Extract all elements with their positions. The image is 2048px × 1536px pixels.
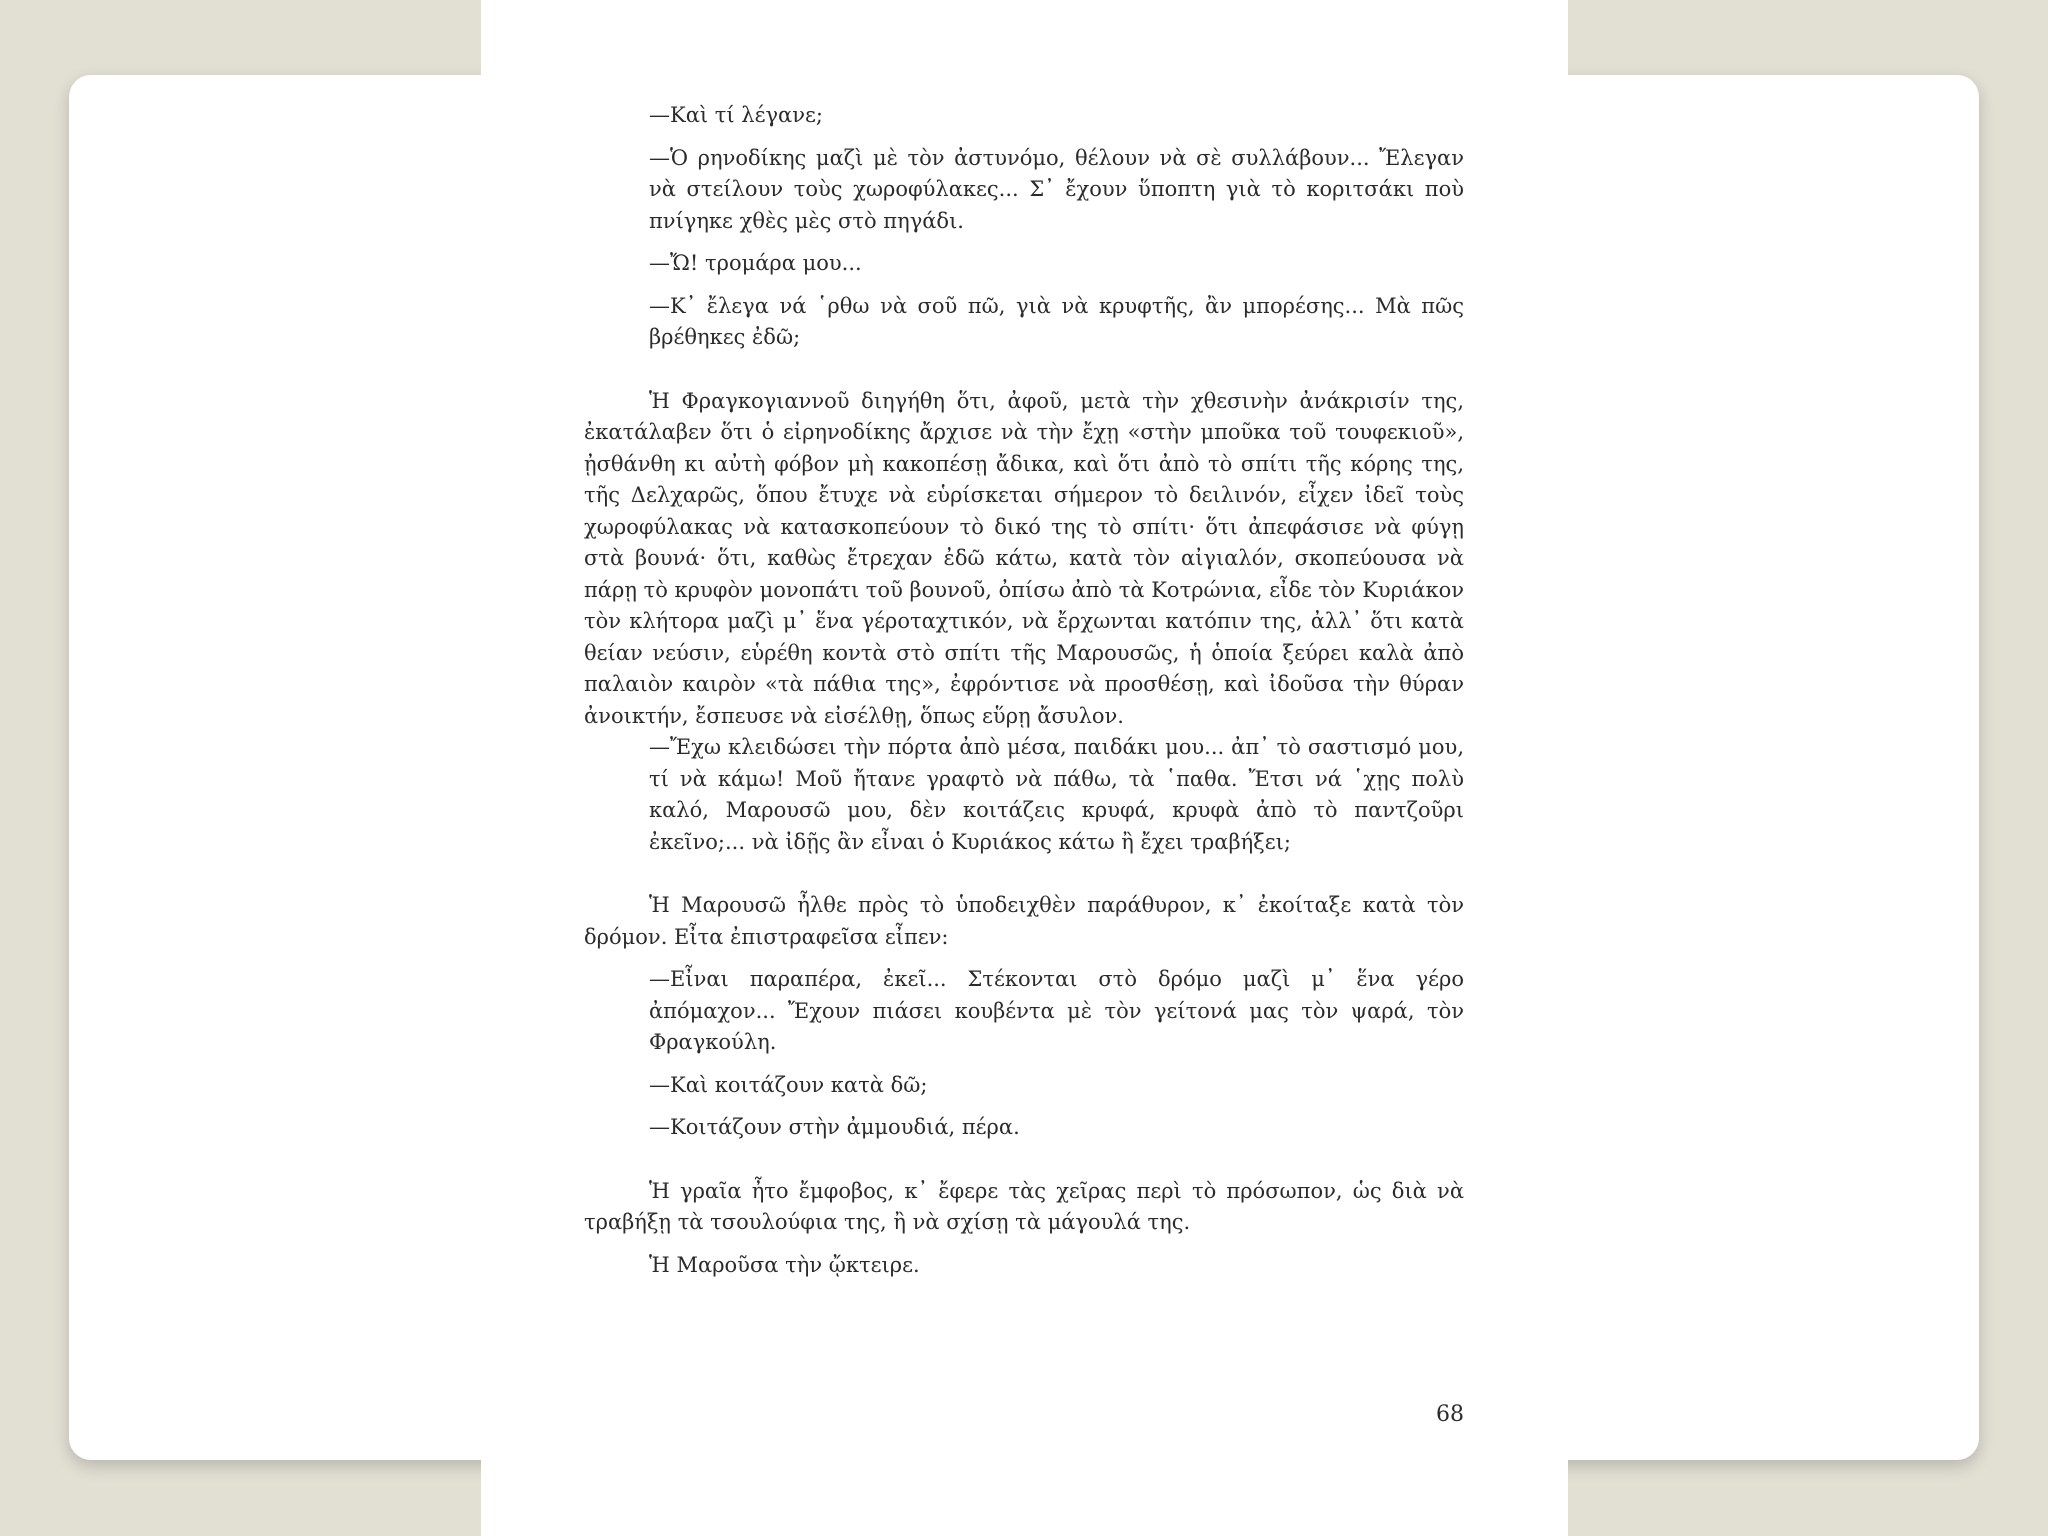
narrative-paragraph: Ἡ Μαροῦσα τὴν ᾤκτειρε. [649,1252,920,1277]
dialogue-line: —Ὁ ρηνοδίκης μαζὶ μὲ τὸν ἀστυνόμο, θέλουν νὰ σὲ συλλάβουν... Ἔλεγαν νὰ στείλουν τοὺς χωροφύλακες... Σ᾽ ἔχουν ὕποπτη γιὰ τὸ κοριτσάκι ποὺ πνίγηκε χθὲς μὲς στὸ πηγάδι. [649,145,1464,233]
dialogue-line: —Εἶναι παραπέρα, ἐκεῖ... Στέκονται στὸ δρόμο μαζὶ μ᾽ ἕνα γέρο ἀπόμαχον... Ἔχουν πιάσει κουβέντα μὲ τὸν γείτονά μας τὸν ψαρά, τὸν Φραγκούλη. [649,967,1464,1054]
dialogue-line: —Κ᾽ ἔλεγα νά ῾ρθω νὰ σοῦ πῶ, γιὰ νὰ κρυφτῆς, ἂν μπορέσης... Μὰ πῶς βρέθηκες ἐδῶ; [649,293,1464,349]
narrative-paragraph: Ἡ γραῖα ἦτο ἔμφοβος, κ᾽ ἔφερε τὰς χεῖρας περὶ τὸ πρόσωπον, ὡς διὰ νὰ τραβήξῃ τὰ τσουλούφια της, ἢ νὰ σχίσῃ τὰ μάγουλά της. [584,1178,1464,1234]
dialogue-line: —Κοιτάζουν στὴν ἀμμουδιά, πέρα. [649,1115,1020,1139]
narrative-paragraph: Ἡ Φραγκογιαννοῦ διηγήθη ὅτι, ἀφοῦ, μετὰ τὴν χθεσινὴν ἀνάκρισίν της, ἐκατάλαβεν ὅτι ὁ εἰρηνοδίκης ἄρχισε νὰ τὴν ἔχῃ «στὴν μποῦκα τοῦ τουφεκιοῦ», ᾐσθάνθη κι αὐτὴ φόβον μὴ κακοπέσῃ ἄδικα, καὶ ὅτι ἀπὸ τὸ σπίτι τῆς κόρης της, τῆς Δελχαρῶς, ὅπου ἔτυχε νὰ εὑρίσκεται σήμερον τὸ δειλινόν, εἶχεν ἰδεῖ τοὺς χωροφύλακας νὰ κατασκοπεύουν τὸ δικό της τὸ σπίτι· ὅτι ἀπεφάσισε νὰ φύγῃ στὰ βουνά· ὅτι, καθὼς ἔτρεχαν ἐδῶ κάτω, κατὰ τὸν αἰγιαλόν, σκοπεύουσα νὰ πάρῃ τὸ κρυφὸν μονοπάτι τοῦ βουνοῦ, ὀπίσω ἀπὸ τὰ Κοτρώνια, εἶδε τὸν Κυριάκον τὸν κλήτορα μαζὶ μ᾽ ἕνα γέροταχτικόν, νὰ ἔρχωνται κατόπιν της, ἀλλ᾽ ὅτι κατὰ θείαν νεύσιν, εὑρέθη κοντὰ στὸ σπίτι τῆς Μαρουσῶς, ἡ ὁποία ξεύρει καλὰ ἀπὸ παλαιὸν καιρὸν «τὰ πάθια της», ἐφρόντισε νὰ προσθέσῃ, καὶ ἰδοῦσα τὴν θύραν ἀνοικτήν, ἔσπευσε νὰ εἰσέλθῃ, ὅπως εὕρῃ ἄσυλον. [584,388,1464,728]
page-number: 68 [1436,1402,1464,1427]
dialogue-line: —Καὶ τί λέγανε; [649,103,823,127]
dialogue-line: —Ὤ! τρομάρα μου... [649,251,862,275]
dialogue-line: —Ἔχω κλειδώσει τὴν πόρτα ἀπὸ μέσα, παιδάκι μου... ἀπ᾽ τὸ σαστισμό μου, τί νὰ κάμω! Μοῦ ἤτανε γραφτὸ νὰ πάθω, τὰ ῾παθα. Ἔτσι νά ῾χῃς πολὺ καλό, Μαρουσῶ μου, δὲν κοιτάζεις κρυφά, κρυφὰ ἀπὸ τὸ παντζοῦρι ἐκεῖνο;... νὰ ἰδῇς ἂν εἶναι ὁ Κυριάκος κάτω ἢ ἔχει τραβήξει; [649,735,1464,854]
narrative-paragraph: Ἡ Μαρουσῶ ἦλθε πρὸς τὸ ὑποδειχθὲν παράθυρον, κ᾽ ἐκοίταξε κατὰ τὸν δρόμον. Εἶτα ἐπιστραφεῖσα εἶπεν: [584,893,1464,949]
page-text [584,100,1464,1281]
dialogue-line: —Καὶ κοιτάζουν κατὰ δῶ; [649,1072,928,1097]
